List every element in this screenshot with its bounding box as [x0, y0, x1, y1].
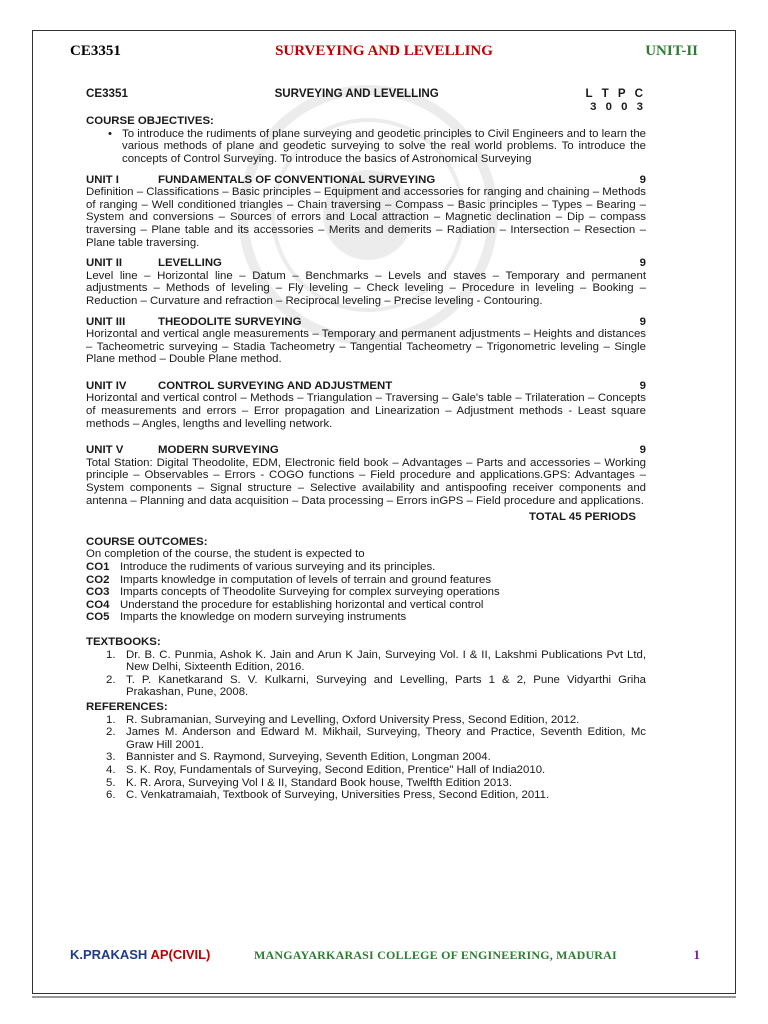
reference-item	[86, 777, 646, 790]
reference-text: K. R. Arora, Surveying Vol I & II, Standard Book house, Twelfth Edition 2013.	[126, 776, 513, 789]
objectives-heading: COURSE OBJECTIVES:	[86, 115, 214, 128]
outcome-item	[86, 586, 646, 599]
unit-hours: 9	[639, 444, 646, 457]
list-number: 4.	[106, 763, 116, 776]
unit-hours: 9	[639, 257, 646, 270]
unit-hours: 9	[639, 173, 646, 186]
outcome-id: CO3	[86, 586, 110, 599]
unit-content: Horizontal and vertical angle measurements – Temporary and permanent adjustments – Heights and distances – Tacheometric surveying – Stadia Tacheometry – Tangential Tacheometry – Trigonometric leveling – Single Plane method – Double Plane method.	[86, 328, 646, 366]
unit-number: UNIT II	[86, 257, 123, 270]
unit-heading	[86, 444, 646, 457]
outcome-id: CO2	[86, 573, 110, 586]
footer-author-name: K.PRAKASH	[70, 947, 148, 962]
bullet-dot: •	[108, 127, 112, 140]
unit-title: FUNDAMENTALS OF CONVENTIONAL SURVEYING	[158, 173, 436, 186]
list-number: 6.	[106, 789, 116, 802]
unit-heading	[86, 257, 646, 270]
outcome-id: CO4	[86, 598, 110, 611]
outcome-id: CO5	[86, 611, 110, 624]
footer-college: MANGAYARKARASI COLLEGE OF ENGINEERING, MADURAI	[254, 948, 617, 962]
outcome-item	[86, 611, 646, 624]
unit-hours: 9	[639, 315, 646, 328]
reference-item	[86, 714, 646, 727]
unit-title: CONTROL SURVEYING AND ADJUSTMENT	[158, 379, 393, 392]
outcome-text: Introduce the rudiments of various surveying and its principles.	[120, 561, 436, 573]
header-unit: UNIT-II	[645, 43, 698, 59]
syllabus-title: SURVEYING AND LEVELLING	[274, 87, 439, 100]
page-number: 1	[693, 947, 700, 962]
outcome-text: Understand the procedure for establishing horizontal and vertical control	[120, 598, 484, 611]
reference-item	[86, 764, 646, 777]
reference-item	[86, 751, 646, 764]
reference-item	[86, 726, 646, 751]
unit-hours: 9	[639, 379, 646, 392]
unit-heading	[86, 174, 646, 187]
list-number: 2.	[106, 726, 116, 739]
unit-content: Total Station: Digital Theodolite, EDM, Electronic field book – Advantages – Parts and accessories – Working principle – Observables – Errors - COGO functions – Field procedure and applications.GPS: Advantages – System components – Signal structure – Selective availability and antispoofing receiver components and antenna – Planning and data acquisition – Data processing – Errors inGPS – Field procedure and applications.	[86, 456, 646, 507]
ltpc-label: L T P C	[585, 87, 646, 100]
outcome-id: CO1	[86, 561, 110, 573]
outcome-text: Imparts the knowledge on modern surveying instruments	[120, 611, 407, 624]
unit-number: UNIT IV	[86, 379, 127, 392]
unit-title: LEVELLING	[158, 257, 222, 270]
reference-text: R. Subramanian, Surveying and Levelling, Oxford University Press, Second Edition, 2012.	[126, 713, 580, 726]
reference-text: James M. Anderson and Edward M. Mikhail, Surveying, Theory and Practice, Seventh Edition, Mc Graw Hill 2001.	[126, 726, 646, 751]
reference-item	[86, 789, 646, 802]
unit-heading	[86, 380, 646, 393]
unit-number: UNIT V	[86, 444, 124, 457]
list-number: 1.	[106, 713, 116, 726]
outcome-item	[86, 561, 646, 574]
textbooks-heading: TEXTBOOKS:	[86, 635, 161, 648]
unit-title: THEODOLITE SURVEYING	[158, 315, 302, 328]
references-heading: REFERENCES:	[86, 700, 168, 713]
objective-item	[86, 128, 646, 166]
unit-content: Level line – Horizontal line – Datum – Benchmarks – Levels and staves – Temporary and permanent adjustments – Methods of leveling – Fly leveling – Check leveling – Procedure in leveling – Booking – Reduction – Curvature and refraction – Reciprocal leveling – Precise leveling - Contouring.	[86, 269, 646, 307]
reference-text: S. K. Roy, Fundamentals of Surveying, Second Edition, Prentice" Hall of India2010.	[126, 763, 546, 776]
reference-text: C. Venkatramaiah, Textbook of Surveying, Universities Press, Second Edition, 2011.	[126, 789, 550, 802]
unit-number: UNIT III	[86, 315, 126, 328]
unit-heading	[86, 316, 646, 329]
syllabus-scan	[86, 88, 646, 802]
unit-title: MODERN SURVEYING	[158, 444, 279, 457]
footer-author	[70, 947, 210, 962]
objective-text: To introduce the rudiments of plane surveying and geodetic principles to Civil Engineers and to learn the various methods of plane and geodetic surveying to solve the real world problems. To introduce the concepts of Control Surveying. To introduce the basics of Astronomical Surveying	[122, 127, 646, 165]
footer-author-role: AP(CIVIL)	[150, 947, 211, 962]
page-border-shadow	[32, 996, 736, 998]
outcome-item	[86, 574, 646, 587]
outcome-item	[86, 599, 646, 612]
reference-text: Bannister and S. Raymond, Surveying, Seventh Edition, Longman 2004.	[126, 751, 491, 764]
ltpc-values: 3 0 0 3	[590, 100, 646, 113]
textbook-text: Dr. B. C. Punmia, Ashok K. Jain and Arun K Jain, Surveying Vol. I & II, Lakshmi Publications Pvt Ltd, New Delhi, Sixteenth Edition, 2016.	[126, 648, 646, 674]
list-number: 2.	[106, 673, 116, 686]
list-number: 1.	[106, 648, 116, 661]
syllabus-code: CE3351	[86, 87, 128, 100]
total-periods: TOTAL 45 PERIODS	[529, 511, 636, 524]
textbook-item	[86, 674, 646, 699]
header-course-code: CE3351	[70, 43, 121, 59]
textbook-item	[86, 649, 646, 674]
unit-content: Definition – Classifications – Basic principles – Equipment and accessories for ranging and chaining – Methods of ranging – Well conditioned triangles – Chain traversing – Compass – Basic principles – Types – Bearing – System and conversions – Sources of errors and Local attraction – Magnetic declination – Dip – compass traversing – Plane table and its accessories – Merits and demerits – Radiation – Intersection – Resection – Plane table traversing.	[86, 186, 646, 249]
list-number: 5.	[106, 776, 116, 789]
outcomes-intro: On completion of the course, the student is expected to	[86, 548, 365, 561]
outcome-text: Imparts knowledge in computation of levels of terrain and ground features	[120, 573, 492, 586]
textbook-text: T. P. Kanetkarand S. V. Kulkarni, Surveying and Levelling, Parts 1 & 2, Pune Vidyarthi Griha Prakashan, Pune, 2008.	[126, 673, 646, 699]
unit-content: Horizontal and vertical control – Methods – Triangulation – Traversing – Gale's table – Trilateration – Concepts of measurements and errors – Error propagation and Linearization – Adjustment methods - Least square methods – Angles, lengths and levelling network.	[86, 392, 646, 430]
outcomes-heading: COURSE OUTCOMES:	[86, 535, 208, 548]
header-title: SURVEYING AND LEVELLING	[275, 43, 493, 59]
outcome-text: Imparts concepts of Theodolite Surveying for complex surveying operations	[120, 586, 500, 599]
list-number: 3.	[106, 751, 116, 764]
unit-number: UNIT I	[86, 173, 119, 186]
